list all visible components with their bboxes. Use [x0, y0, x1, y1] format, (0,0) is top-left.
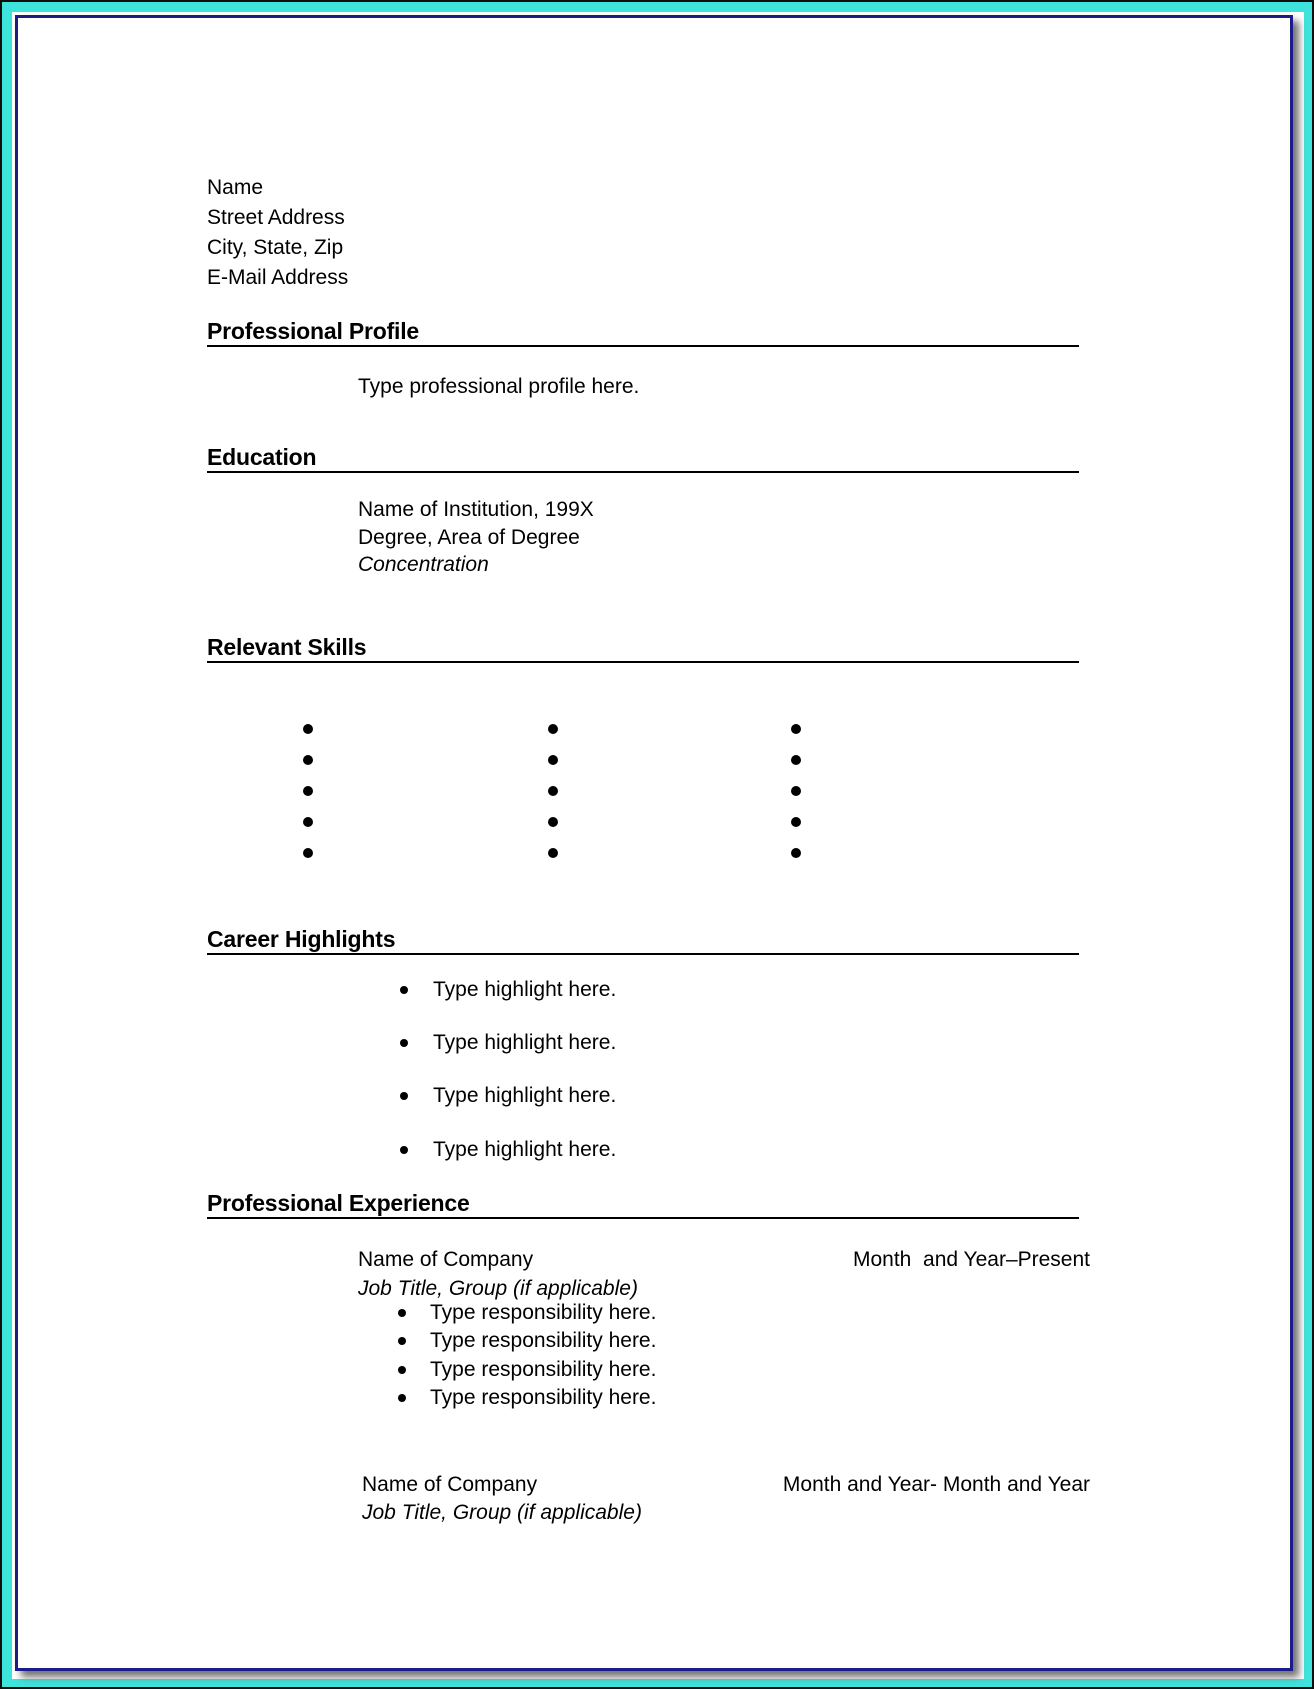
- highlight-item: Type highlight here.: [400, 1123, 616, 1176]
- profile-placeholder-text: Type professional profile here.: [358, 375, 640, 398]
- bullet-icon: [400, 1092, 408, 1100]
- skill-bullet: [790, 837, 802, 868]
- skill-bullet: [302, 806, 314, 837]
- job1-responsibilities-list: [398, 1299, 656, 1412]
- contact-city-state-zip: City, State, Zip: [207, 236, 344, 259]
- skill-bullet: [302, 775, 314, 806]
- skill-bullet: [547, 806, 559, 837]
- skill-bullet: [790, 744, 802, 775]
- skill-bullet: [790, 806, 802, 837]
- bullet-icon: [398, 1309, 406, 1317]
- career-highlights-list: [400, 963, 616, 1176]
- job1-dates: Month and Year–Present: [852, 1248, 1090, 1271]
- contact-street: Street Address: [207, 206, 345, 229]
- skills-bullet-column-2: [547, 713, 559, 868]
- job1-title: Job Title, Group (if applicable): [358, 1277, 638, 1300]
- bullet-icon: [398, 1394, 406, 1402]
- section-heading-education: Education: [207, 444, 1079, 473]
- skill-bullet: [547, 713, 559, 744]
- bullet-icon: [400, 1146, 408, 1154]
- contact-name: Name: [207, 176, 264, 199]
- job1-company: Name of Company: [358, 1248, 534, 1271]
- bullet-icon: [400, 1039, 408, 1047]
- bullet-icon: [398, 1337, 406, 1345]
- skill-bullet: [302, 744, 314, 775]
- section-heading-professional-experience: Professional Experience: [207, 1190, 1079, 1219]
- education-block: [358, 496, 594, 579]
- job2-dates: Month and Year- Month and Year: [782, 1473, 1090, 1496]
- skills-bullet-column-1: [302, 713, 314, 868]
- job2-title: Job Title, Group (if applicable): [362, 1501, 642, 1524]
- section-heading-professional-profile: Professional Profile: [207, 318, 1079, 347]
- responsibility-item: Type responsibility here.: [398, 1384, 656, 1412]
- education-concentration: Concentration: [358, 553, 489, 576]
- job2-company: Name of Company: [362, 1473, 538, 1496]
- skill-bullet: [790, 775, 802, 806]
- skills-bullet-column-3: [790, 713, 802, 868]
- section-heading-career-highlights: Career Highlights: [207, 926, 1079, 955]
- skill-bullet: [302, 837, 314, 868]
- resume-page: [15, 15, 1293, 1671]
- contact-block: [207, 173, 348, 293]
- highlight-item: Type highlight here.: [400, 1016, 616, 1069]
- highlight-item: Type highlight here.: [400, 1070, 616, 1123]
- contact-email: E-Mail Address: [207, 266, 349, 289]
- responsibility-item: Type responsibility here.: [398, 1327, 656, 1355]
- section-heading-relevant-skills: Relevant Skills: [207, 634, 1079, 663]
- skill-bullet: [547, 775, 559, 806]
- education-degree: Degree, Area of Degree: [358, 525, 580, 549]
- responsibility-item: Type responsibility here.: [398, 1356, 656, 1384]
- skill-bullet: [790, 713, 802, 744]
- highlight-item: Type highlight here.: [400, 963, 616, 1016]
- skill-bullet: [547, 837, 559, 868]
- responsibility-item: Type responsibility here.: [398, 1299, 656, 1327]
- job1-header-row: [358, 1248, 1090, 1276]
- bullet-icon: [398, 1366, 406, 1374]
- bullet-icon: [400, 986, 408, 994]
- education-institution: Name of Institution, 199X: [358, 498, 594, 521]
- resume-content: [18, 18, 1290, 1668]
- job2-header-row: [358, 1473, 1090, 1501]
- skill-bullet: [302, 713, 314, 744]
- skill-bullet: [547, 744, 559, 775]
